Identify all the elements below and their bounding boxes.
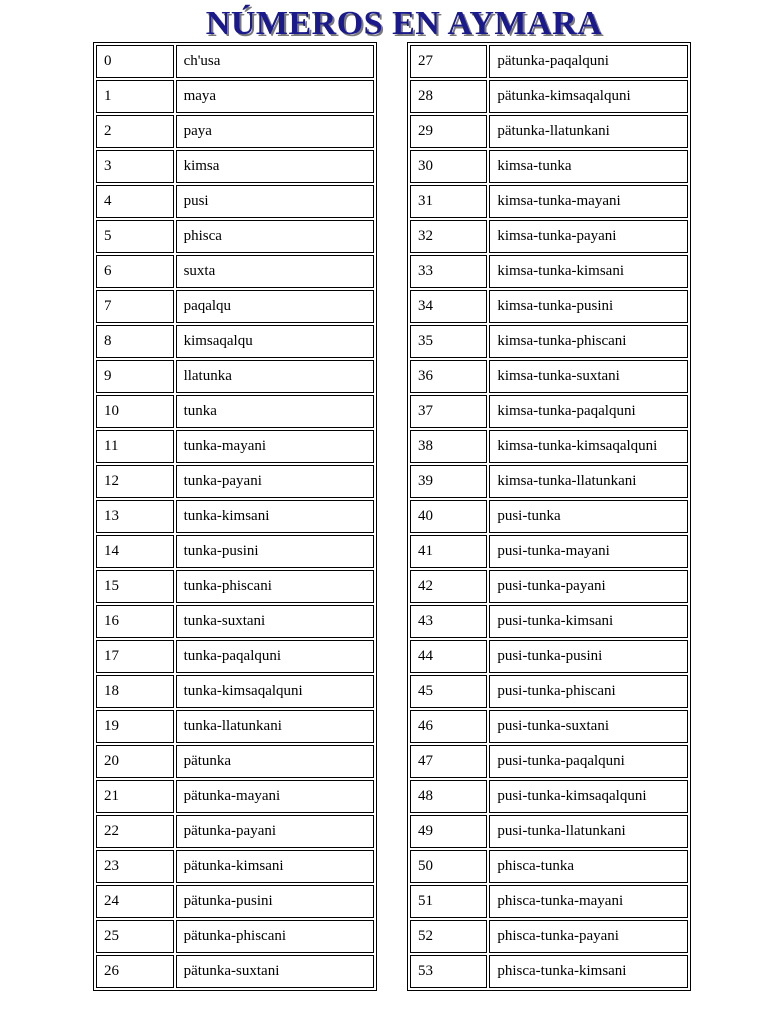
table-row [96,465,374,498]
aymara-word-cell: pusi-tunka-kimsaqalquni [489,780,688,813]
table-row [410,360,688,393]
table-row [96,920,374,953]
aymara-word-cell: kimsa-tunka-kimsaqalquni [489,430,688,463]
aymara-word-cell: kimsa-tunka-pusini [489,290,688,323]
number-cell: 34 [410,290,487,323]
number-cell: 5 [96,220,174,253]
number-cell: 38 [410,430,487,463]
table-row [96,430,374,463]
aymara-word-cell: tunka-paqalquni [176,640,374,673]
number-cell: 52 [410,920,487,953]
aymara-word-cell: tunka-payani [176,465,374,498]
number-cell: 36 [410,360,487,393]
aymara-word-cell: phisca-tunka-kimsani [489,955,688,988]
aymara-word-cell: pusi-tunka-suxtani [489,710,688,743]
table-row [410,45,688,78]
aymara-word-cell: pätunka-phiscani [176,920,374,953]
table-row [410,570,688,603]
number-cell: 27 [410,45,487,78]
aymara-word-cell: tunka-kimsani [176,500,374,533]
table-row [410,185,688,218]
aymara-word-cell: kimsa-tunka-kimsani [489,255,688,288]
aymara-word-cell: pusi-tunka-paqalquni [489,745,688,778]
aymara-word-cell: pusi-tunka-payani [489,570,688,603]
aymara-word-cell: pätunka-llatunkani [489,115,688,148]
number-cell: 30 [410,150,487,183]
number-cell: 51 [410,885,487,918]
table-row [96,640,374,673]
table-row [410,395,688,428]
table-row [410,675,688,708]
number-cell: 14 [96,535,174,568]
table-row [410,815,688,848]
number-cell: 45 [410,675,487,708]
number-cell: 11 [96,430,174,463]
number-cell: 29 [410,115,487,148]
aymara-word-cell: llatunka [176,360,374,393]
number-cell: 42 [410,570,487,603]
table-row [96,745,374,778]
aymara-word-cell: tunka-kimsaqalquni [176,675,374,708]
table-row [96,255,374,288]
numbers-table-right [407,42,691,991]
aymara-word-cell: kimsa-tunka-phiscani [489,325,688,358]
aymara-word-cell: tunka [176,395,374,428]
table-row [410,255,688,288]
table-row [96,360,374,393]
aymara-word-cell: paqalqu [176,290,374,323]
number-cell: 7 [96,290,174,323]
number-cell: 46 [410,710,487,743]
number-cell: 31 [410,185,487,218]
number-cell: 48 [410,780,487,813]
number-cell: 50 [410,850,487,883]
aymara-word-cell: kimsa [176,150,374,183]
number-cell: 18 [96,675,174,708]
table-row [410,325,688,358]
aymara-word-cell: kimsa-tunka-payani [489,220,688,253]
number-cell: 17 [96,640,174,673]
numbers-table-left [93,42,377,991]
aymara-word-cell: tunka-llatunkani [176,710,374,743]
table-row [410,920,688,953]
number-cell: 8 [96,325,174,358]
number-cell: 41 [410,535,487,568]
number-cell: 28 [410,80,487,113]
table-row [410,850,688,883]
number-cell: 16 [96,605,174,638]
table-row [410,220,688,253]
aymara-word-cell: pusi-tunka [489,500,688,533]
aymara-word-cell: pusi-tunka-llatunkani [489,815,688,848]
number-cell: 53 [410,955,487,988]
aymara-word-cell: pätunka [176,745,374,778]
table-row [410,605,688,638]
aymara-word-cell: pätunka-kimsani [176,850,374,883]
number-cell: 37 [410,395,487,428]
table-row [410,150,688,183]
table-row [96,290,374,323]
number-cell: 1 [96,80,174,113]
number-cell: 22 [96,815,174,848]
aymara-word-cell: pätunka-payani [176,815,374,848]
table-row [410,640,688,673]
aymara-word-cell: pusi-tunka-pusini [489,640,688,673]
table-row [410,710,688,743]
table-row [410,535,688,568]
number-cell: 25 [96,920,174,953]
number-cell: 2 [96,115,174,148]
number-cell: 3 [96,150,174,183]
aymara-word-cell: kimsa-tunka-suxtani [489,360,688,393]
number-cell: 26 [96,955,174,988]
number-cell: 0 [96,45,174,78]
aymara-word-cell: tunka-mayani [176,430,374,463]
table-row [96,675,374,708]
number-cell: 35 [410,325,487,358]
aymara-word-cell: suxta [176,255,374,288]
aymara-word-cell: phisca-tunka-mayani [489,885,688,918]
number-cell: 43 [410,605,487,638]
table-row [96,150,374,183]
aymara-word-cell: maya [176,80,374,113]
aymara-word-cell: pätunka-mayani [176,780,374,813]
number-cell: 19 [96,710,174,743]
table-row [96,45,374,78]
aymara-word-cell: pusi-tunka-phiscani [489,675,688,708]
number-cell: 24 [96,885,174,918]
aymara-word-cell: pätunka-paqalquni [489,45,688,78]
table-row [96,220,374,253]
aymara-word-cell: tunka-pusini [176,535,374,568]
table-row [96,780,374,813]
aymara-word-cell: phisca-tunka [489,850,688,883]
aymara-word-cell: pusi-tunka-mayani [489,535,688,568]
aymara-word-cell: phisca [176,220,374,253]
table-row [410,500,688,533]
aymara-word-cell: ch'usa [176,45,374,78]
table-row [96,500,374,533]
table-row [410,430,688,463]
number-cell: 40 [410,500,487,533]
number-cell: 6 [96,255,174,288]
aymara-word-cell: kimsa-tunka [489,150,688,183]
number-cell: 4 [96,185,174,218]
number-cell: 15 [96,570,174,603]
aymara-word-cell: phisca-tunka-payani [489,920,688,953]
number-cell: 21 [96,780,174,813]
number-cell: 10 [96,395,174,428]
number-cell: 9 [96,360,174,393]
aymara-word-cell: pätunka-suxtani [176,955,374,988]
number-cell: 13 [96,500,174,533]
aymara-word-cell: pusi-tunka-kimsani [489,605,688,638]
aymara-word-cell: tunka-suxtani [176,605,374,638]
number-cell: 32 [410,220,487,253]
table-row [96,850,374,883]
table-row [96,185,374,218]
number-cell: 47 [410,745,487,778]
table-row [410,80,688,113]
table-row [410,115,688,148]
table-row [96,815,374,848]
number-cell: 44 [410,640,487,673]
aymara-word-cell: pätunka-kimsaqalquni [489,80,688,113]
table-row [410,745,688,778]
aymara-word-cell: paya [176,115,374,148]
table-row [96,325,374,358]
aymara-word-cell: pätunka-pusini [176,885,374,918]
table-row [96,710,374,743]
table-row [410,290,688,323]
table-row [410,780,688,813]
aymara-word-cell: kimsa-tunka-llatunkani [489,465,688,498]
aymara-word-cell: kimsaqalqu [176,325,374,358]
table-row [96,395,374,428]
aymara-word-cell: tunka-phiscani [176,570,374,603]
number-cell: 23 [96,850,174,883]
aymara-word-cell: pusi [176,185,374,218]
number-cell: 20 [96,745,174,778]
table-row [96,885,374,918]
table-row [96,80,374,113]
table-row [96,570,374,603]
table-row [96,955,374,988]
aymara-word-cell: kimsa-tunka-mayani [489,185,688,218]
number-cell: 12 [96,465,174,498]
aymara-word-cell: kimsa-tunka-paqalquni [489,395,688,428]
table-row [410,465,688,498]
number-cell: 49 [410,815,487,848]
table-row [96,115,374,148]
table-row [96,535,374,568]
table-row [96,605,374,638]
table-row [410,955,688,988]
table-row [410,885,688,918]
page-title: NÚMEROS EN AYMARA [205,5,603,42]
number-cell: 39 [410,465,487,498]
number-cell: 33 [410,255,487,288]
